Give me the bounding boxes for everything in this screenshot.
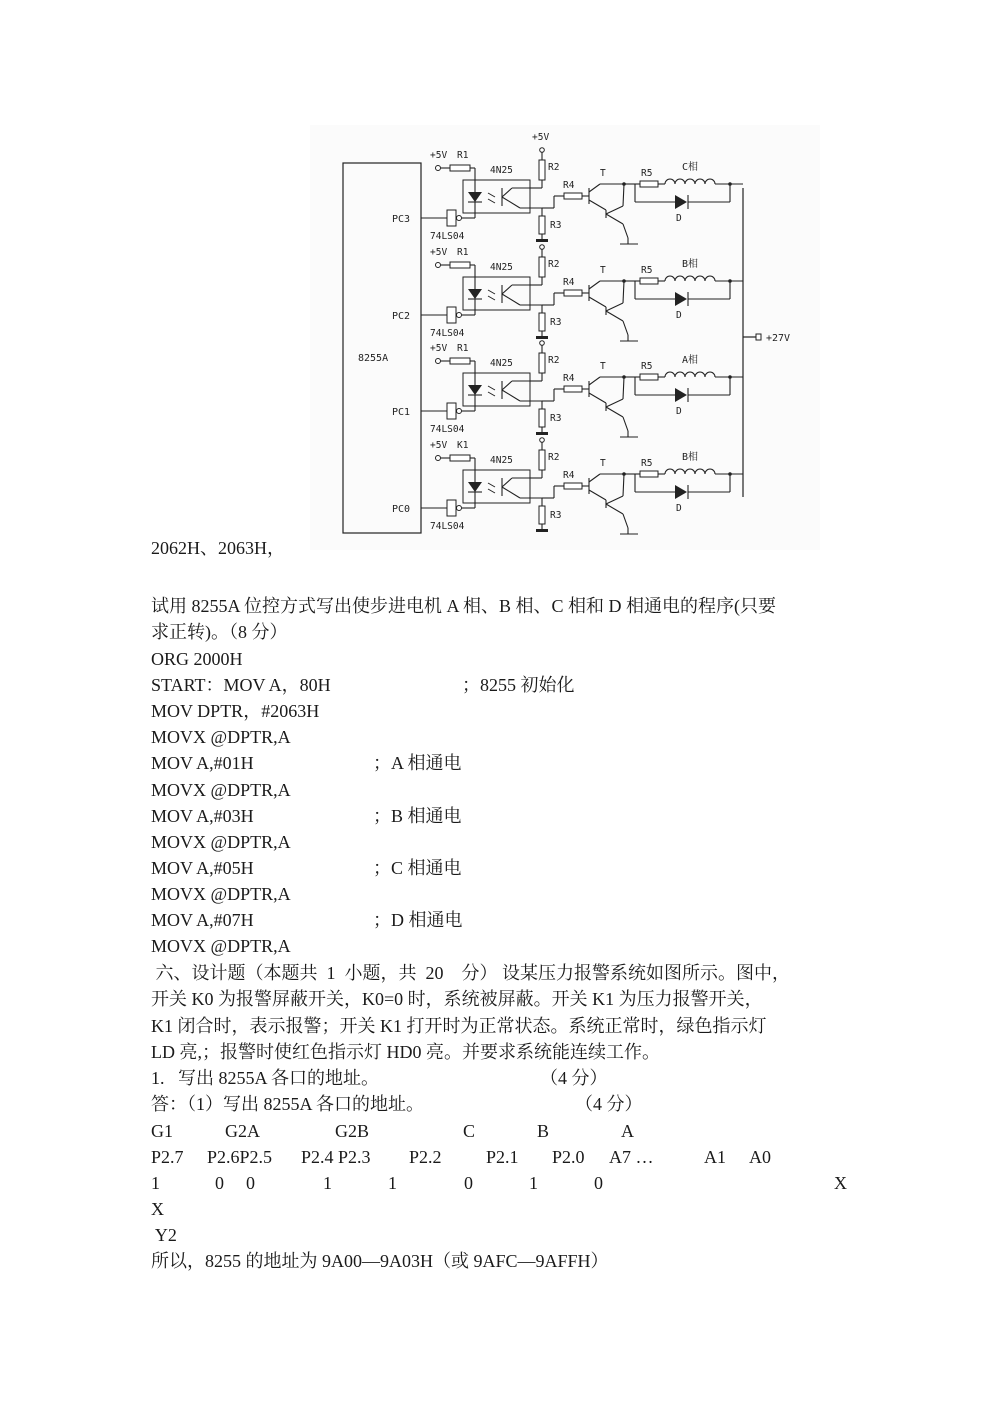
cell: 1 xyxy=(388,1173,397,1193)
resistor-r1-icon xyxy=(450,262,470,268)
chip-label: 8255A xyxy=(358,353,389,364)
resistor-r4-icon xyxy=(564,483,582,489)
inverter-label: 74LS04 xyxy=(430,328,465,339)
port-label: PC2 xyxy=(392,311,411,322)
vcc-terminal-icon xyxy=(436,263,441,268)
vcc-label: +5V xyxy=(430,440,448,451)
code-line: START：MOV A，80H xyxy=(151,675,331,696)
diode-label: D xyxy=(676,503,682,514)
vcc-label: +5V xyxy=(430,150,448,161)
cell: 1 xyxy=(323,1173,332,1193)
ground-icon xyxy=(536,239,548,242)
cell: X xyxy=(834,1173,847,1193)
r5-label: R5 xyxy=(641,265,653,276)
cell: 0 xyxy=(215,1173,224,1193)
cell: G2A xyxy=(225,1121,260,1141)
junction-dot xyxy=(622,472,626,476)
r2-label: R2 xyxy=(548,355,560,366)
diode-label: D xyxy=(676,406,682,417)
resistor-r2-icon xyxy=(539,160,545,180)
code-comment: ；C 相通电 xyxy=(373,857,462,878)
r2-vcc-label: +5V xyxy=(532,132,550,143)
cell: G2B xyxy=(335,1121,370,1141)
code-line: MOV DPTR，#2063H xyxy=(151,701,320,722)
resistor-r5-icon xyxy=(640,181,658,187)
code-comment: ；D 相通电 xyxy=(373,910,463,930)
conclusion-line: 所以，8255 的地址为 9A00—9A03H（或 9AFC—9AFFH） xyxy=(151,1251,609,1271)
phase-label: C相 xyxy=(682,162,699,173)
inverter-bubble-icon xyxy=(457,409,462,414)
r3-label: R3 xyxy=(550,413,562,424)
code-line: MOVX @DPTR,A xyxy=(151,779,291,800)
cell: A xyxy=(621,1121,634,1141)
code-comment: ；8255 初始化 xyxy=(462,675,575,696)
inverter-label: 74LS04 xyxy=(430,424,465,435)
r1-label: K1 xyxy=(457,440,469,451)
resistor-r3-icon xyxy=(539,313,545,331)
phase-label: A相 xyxy=(682,355,699,366)
code-comment: ；B 相通电 xyxy=(373,805,462,826)
vcc-terminal-icon xyxy=(436,456,441,461)
transistor-label: T xyxy=(600,265,606,276)
resistor-r1-icon xyxy=(450,165,470,171)
code-line: MOV A,#03H xyxy=(151,805,254,826)
section-6-line: 开关 K0 为报警屏蔽开关，K0=0 时，系统被屏蔽。开关 K1 为压力报警开关， xyxy=(151,989,763,1010)
code-line: MOVX @DPTR,A xyxy=(151,727,291,748)
code-line: MOV A,#05H xyxy=(151,857,254,878)
inverter-gate-icon xyxy=(447,403,456,419)
question-1-score: （4 分） xyxy=(540,1068,608,1088)
stepper-motor-circuit-diagram xyxy=(310,125,820,550)
transistor-label: T xyxy=(600,168,606,179)
port-label: PC1 xyxy=(392,407,411,418)
code-line: ORG 2000H xyxy=(151,649,243,669)
r2-terminal-icon xyxy=(540,438,545,443)
cell: P2.6P2.5 xyxy=(207,1147,273,1167)
ground-icon xyxy=(536,336,548,339)
cell: P2.4 P2.3 xyxy=(301,1147,371,1167)
code-line: MOVX @DPTR,A xyxy=(151,883,291,904)
r5-label: R5 xyxy=(641,361,653,372)
cell: 1 xyxy=(151,1173,160,1193)
resistor-r5-icon xyxy=(640,471,658,477)
code-line: MOV A,#01H xyxy=(151,753,254,774)
supply-label: +27V xyxy=(766,333,791,344)
cell: 0 xyxy=(246,1173,255,1193)
cell: G1 xyxy=(151,1121,173,1141)
code-line: MOV A,#07H xyxy=(151,910,254,930)
cell: 1 xyxy=(529,1173,538,1193)
optocoupler-label: 4N25 xyxy=(490,165,513,176)
resistor-r4-icon xyxy=(564,290,582,296)
resistor-r5-icon xyxy=(640,278,658,284)
transistor-label: T xyxy=(600,458,606,469)
r1-label: R1 xyxy=(457,343,469,354)
address-line: 2062H、2063H， xyxy=(151,538,285,558)
transistor-label: T xyxy=(600,361,606,372)
inverter-bubble-icon xyxy=(457,216,462,221)
answer-1: 答：（1）写出 8255A 各口的地址。 xyxy=(151,1094,425,1114)
phase-label: B相 xyxy=(682,452,699,463)
code-line: MOVX @DPTR,A xyxy=(151,831,291,852)
r3-label: R3 xyxy=(550,317,562,328)
phase-label: B相 xyxy=(682,259,699,270)
resistor-r3-icon xyxy=(539,216,545,234)
inverter-gate-icon xyxy=(447,307,456,323)
inverter-gate-icon xyxy=(447,210,456,226)
cell: 0 xyxy=(594,1173,603,1193)
cell: P2.0 xyxy=(552,1147,585,1167)
r4-label: R4 xyxy=(563,373,575,384)
inverter-label: 74LS04 xyxy=(430,231,465,242)
question-line-1: 试用 8255A 位控方式写出使步进电机 A 相、B 相、C 相和 D 相通电的程序(只要 xyxy=(151,596,777,616)
inverter-label: 74LS04 xyxy=(430,521,465,532)
optocoupler-label: 4N25 xyxy=(490,262,513,273)
r4-label: R4 xyxy=(563,470,575,481)
cell: A7 … xyxy=(609,1147,654,1167)
cell: P2.1 xyxy=(486,1147,519,1167)
y2-line: Y2 xyxy=(151,1225,177,1245)
resistor-r3-icon xyxy=(539,409,545,427)
diode-label: D xyxy=(676,310,682,321)
resistor-r2-icon xyxy=(539,353,545,373)
diode-label: D xyxy=(676,213,682,224)
cell: P2.2 xyxy=(409,1147,442,1167)
question-line-2: 求正转)。（8 分） xyxy=(151,622,288,642)
r3-label: R3 xyxy=(550,220,562,231)
resistor-r2-icon xyxy=(539,257,545,277)
r2-terminal-icon xyxy=(540,148,545,153)
cell: C xyxy=(463,1121,476,1141)
r2-label: R2 xyxy=(548,452,560,463)
resistor-r1-icon xyxy=(450,455,470,461)
r1-label: R1 xyxy=(457,247,469,258)
section-6-paragraph xyxy=(151,960,851,1065)
cell: B xyxy=(537,1121,550,1141)
r4-label: R4 xyxy=(563,277,575,288)
r2-terminal-icon xyxy=(540,341,545,346)
question-1: 1. 写出 8255A 各口的地址。 xyxy=(151,1068,380,1088)
ground-icon xyxy=(536,432,548,435)
code-comment: ；A 相通电 xyxy=(373,753,462,774)
code-line: MOVX @DPTR,A xyxy=(151,936,291,957)
section-6-line: LD 亮,；报警时使红色指示灯 HD0 亮。并要求系统能连续工作。 xyxy=(151,1041,660,1062)
vcc-terminal-icon xyxy=(436,166,441,171)
address-x-line: X xyxy=(151,1199,164,1219)
section-6-line: 六、设计题（本题共 1 小题，共 20 分） 设某压力报警系统如图所示。图中， xyxy=(151,963,790,983)
r1-label: R1 xyxy=(457,150,469,161)
junction-dot xyxy=(622,182,626,186)
inverter-gate-icon xyxy=(447,500,456,516)
r2-label: R2 xyxy=(548,162,560,173)
port-label: PC0 xyxy=(392,504,411,515)
cell: A0 xyxy=(749,1147,771,1167)
vcc-label: +5V xyxy=(430,343,448,354)
resistor-r4-icon xyxy=(564,386,582,392)
cell: 0 xyxy=(464,1173,473,1193)
ground-icon xyxy=(536,529,548,532)
cell: P2.7 xyxy=(151,1147,184,1167)
r3-label: R3 xyxy=(550,510,562,521)
answer-1-score: （4 分） xyxy=(575,1094,643,1114)
supply-terminal xyxy=(756,334,761,340)
section-6-line: K1 闭合时，表示报警；开关 K1 打开时为正常状态。系统正常时，绿色指示灯 xyxy=(151,1015,767,1036)
vcc-terminal-icon xyxy=(436,359,441,364)
junction-dot xyxy=(622,279,626,283)
resistor-r2-icon xyxy=(539,450,545,470)
optocoupler-label: 4N25 xyxy=(490,455,513,466)
r2-label: R2 xyxy=(548,259,560,270)
r2-terminal-icon xyxy=(540,245,545,250)
inverter-bubble-icon xyxy=(457,506,462,511)
port-label: PC3 xyxy=(392,214,411,225)
resistor-r1-icon xyxy=(450,358,470,364)
r4-label: R4 xyxy=(563,180,575,191)
r5-label: R5 xyxy=(641,458,653,469)
inverter-bubble-icon xyxy=(457,313,462,318)
resistor-r4-icon xyxy=(564,193,582,199)
cell: A1 xyxy=(704,1147,726,1167)
optocoupler-label: 4N25 xyxy=(490,358,513,369)
junction-dot xyxy=(622,375,626,379)
resistor-r5-icon xyxy=(640,374,658,380)
r5-label: R5 xyxy=(641,168,653,179)
resistor-r3-icon xyxy=(539,506,545,524)
vcc-label: +5V xyxy=(430,247,448,258)
